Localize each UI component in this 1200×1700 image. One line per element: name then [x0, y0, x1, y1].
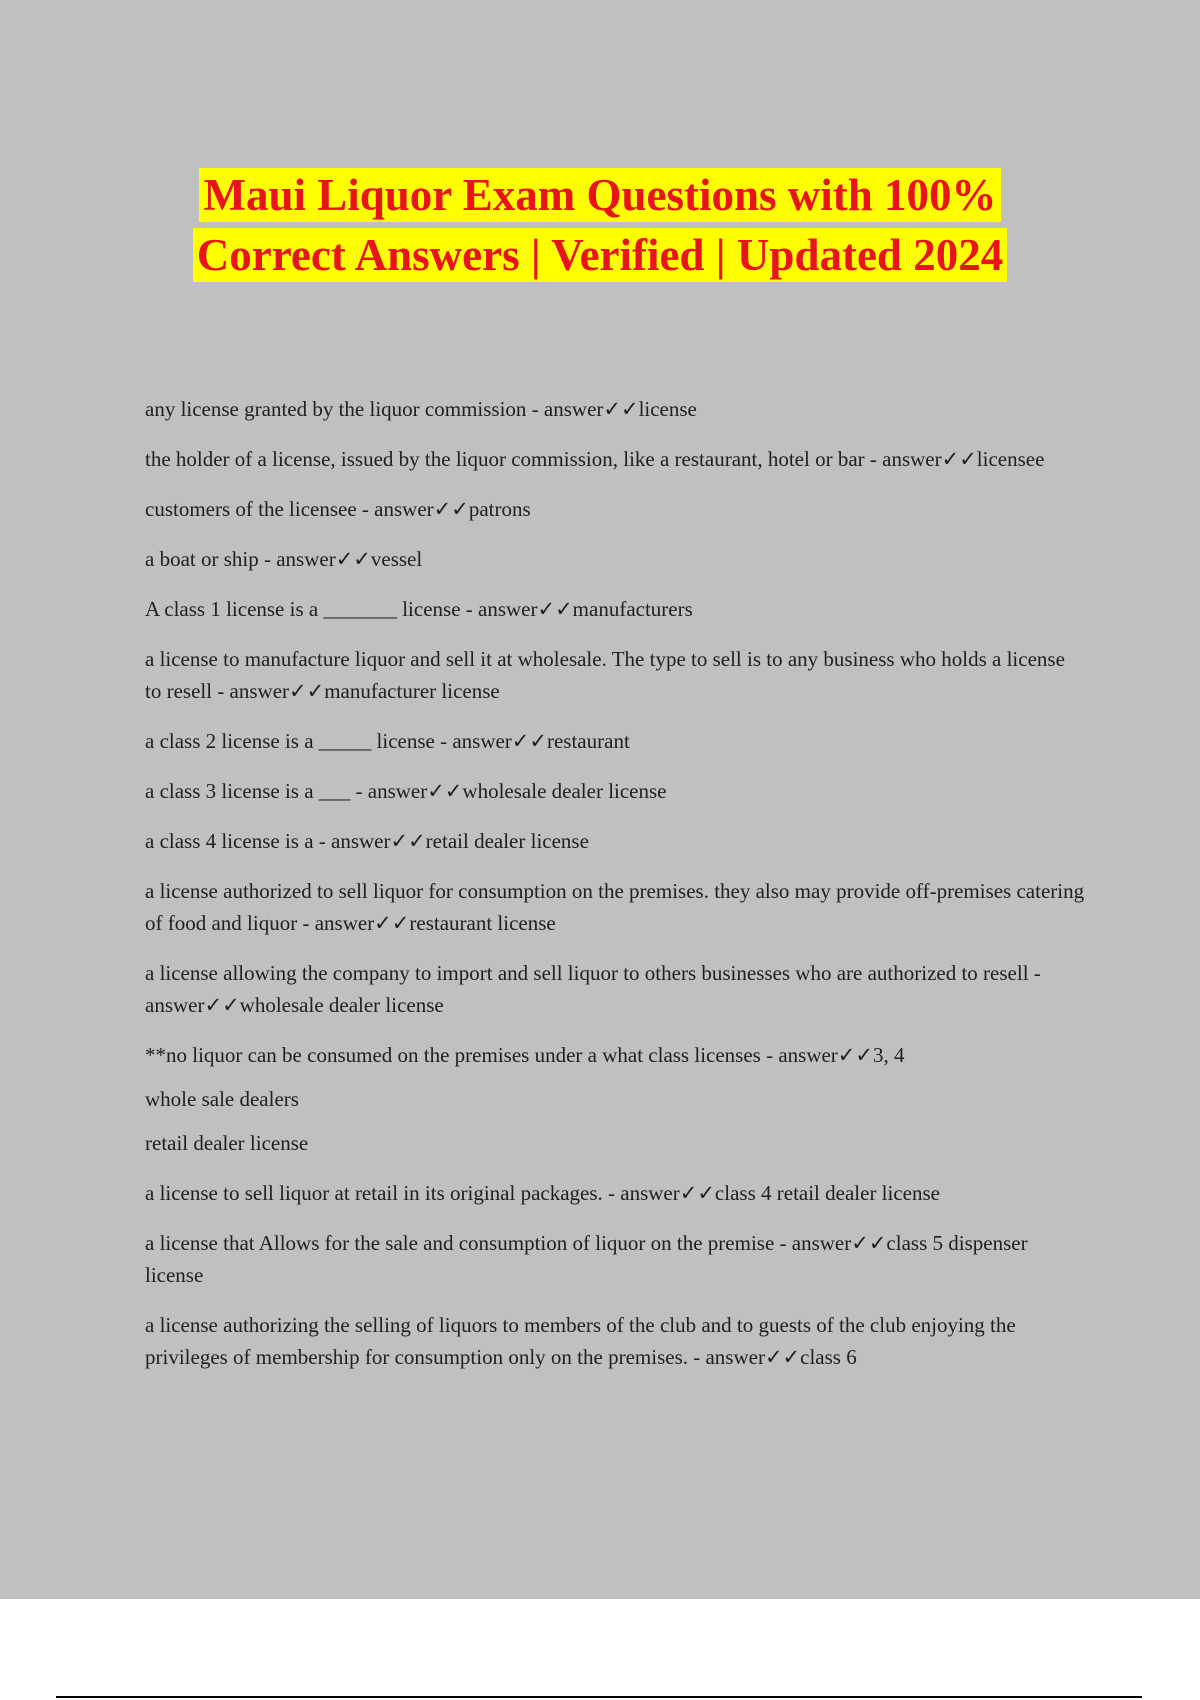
title-line-1: Maui Liquor Exam Questions with 100% — [199, 168, 1000, 222]
qa-item: a class 3 license is a ___ - answer✓✓wholesale dealer license — [145, 779, 667, 803]
qa-item: A class 1 license is a _______ license - answer✓✓manufacturers — [145, 597, 693, 621]
footer-divider — [56, 1696, 1142, 1698]
title-line-2: Correct Answers | Verified | Updated 2024 — [193, 228, 1007, 282]
qa-item: a license to manufacture liquor and sell it at wholesale. The type to sell is to any business who holds a license to resell - answer✓✓manufacturer license — [145, 647, 1065, 703]
qa-list — [145, 393, 1085, 1391]
qa-item: a license allowing the company to import and sell liquor to others businesses who are authorized to resell - answer✓✓wholesale dealer license — [145, 961, 1041, 1017]
document-title — [0, 168, 1200, 282]
qa-item: whole sale dealers — [145, 1087, 299, 1111]
qa-item: a boat or ship - answer✓✓vessel — [145, 547, 423, 571]
qa-item: a license authorized to sell liquor for consumption on the premises. they also may provide off-premises catering of food and liquor - answer✓✓restaurant license — [145, 879, 1085, 935]
qa-item: customers of the licensee - answer✓✓patrons — [145, 497, 531, 521]
qa-item: retail dealer license — [145, 1131, 309, 1155]
qa-item: **no liquor can be consumed on the premises under a what class licenses - answer✓✓3, 4 — [145, 1043, 905, 1067]
qa-item: a license to sell liquor at retail in its original packages. - answer✓✓class 4 retail dealer license — [145, 1181, 940, 1205]
qa-item: a license authorizing the selling of liquors to members of the club and to guests of the club enjoying the privileges of membership for consumption only on the premises. - answer✓✓class 6 — [145, 1313, 1016, 1369]
qa-item: a class 2 license is a _____ license - answer✓✓restaurant — [145, 729, 630, 753]
qa-item: any license granted by the liquor commission - answer✓✓license — [145, 397, 697, 421]
qa-item: a license that Allows for the sale and consumption of liquor on the premise - answer✓✓class 5 dispenser license — [145, 1231, 1028, 1287]
qa-item: a class 4 license is a - answer✓✓retail dealer license — [145, 829, 589, 853]
qa-item: the holder of a license, issued by the liquor commission, like a restaurant, hotel or bar - answer✓✓licensee — [145, 447, 1045, 471]
